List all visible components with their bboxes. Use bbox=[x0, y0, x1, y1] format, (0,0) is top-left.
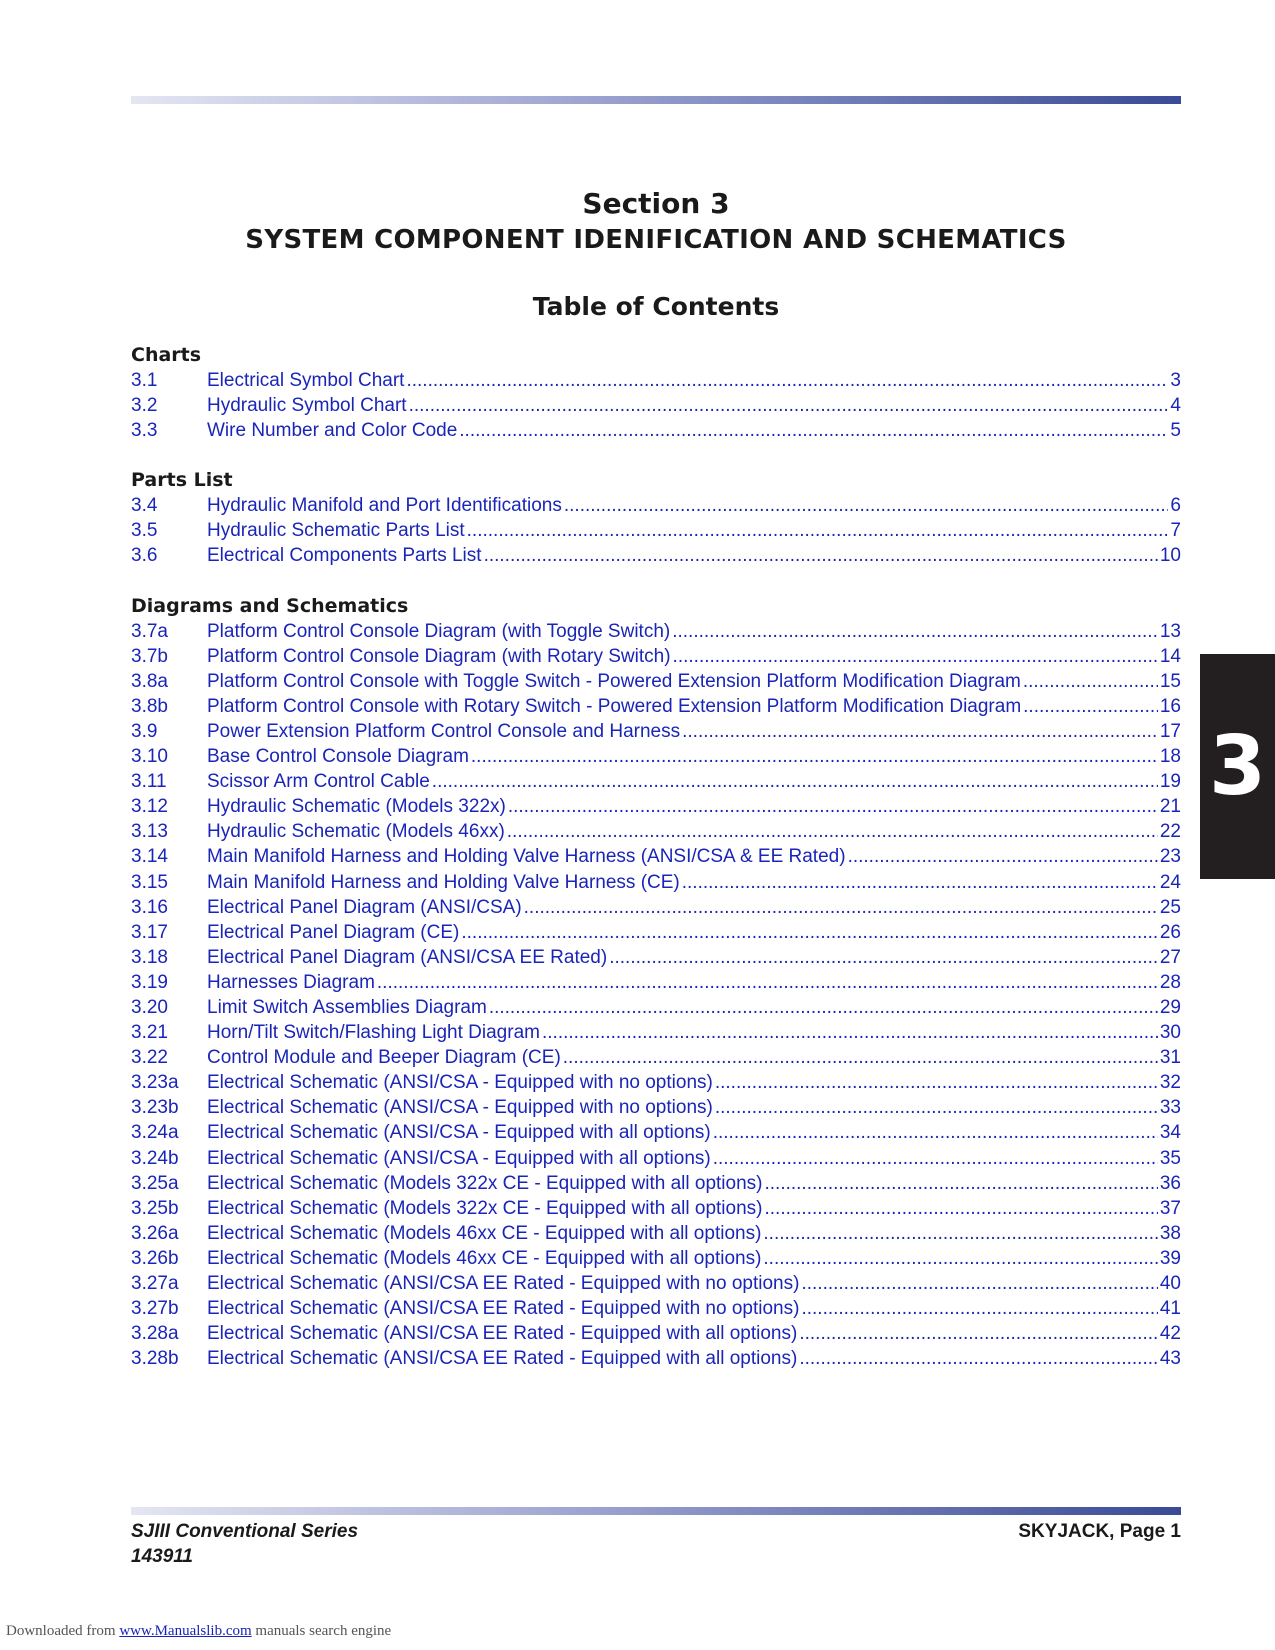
toc-entry-number: 3.2 bbox=[131, 395, 158, 417]
toc-entry[interactable] bbox=[131, 920, 1181, 945]
toc-entry-page: 29 bbox=[1159, 996, 1181, 1018]
toc-entry[interactable] bbox=[131, 1296, 1181, 1321]
toc-entry[interactable] bbox=[131, 744, 1181, 769]
toc-title: Table of Contents bbox=[532, 292, 780, 321]
toc-entry[interactable] bbox=[131, 1070, 1181, 1095]
toc-entry-page: 24 bbox=[1159, 871, 1181, 893]
section-heading bbox=[131, 186, 1181, 258]
toc-entry-page: 19 bbox=[1159, 771, 1181, 793]
toc-dot-leader bbox=[489, 995, 1158, 1020]
toc-entry-page: 18 bbox=[1159, 746, 1181, 768]
toc-entry-title: Electrical Schematic (ANSI/CSA - Equipped with all options) bbox=[207, 1122, 711, 1144]
toc-entry-page: 40 bbox=[1159, 1273, 1181, 1294]
toc-entry-number: 3.25b bbox=[131, 1197, 179, 1219]
toc-entry-number: 3.13 bbox=[131, 821, 168, 843]
toc-dot-leader bbox=[764, 1196, 1157, 1221]
toc-entry-page: 14 bbox=[1159, 645, 1181, 667]
toc-entry-page: 31 bbox=[1159, 1047, 1181, 1069]
toc-entry-number: 3.21 bbox=[131, 1022, 168, 1044]
toc-dot-leader bbox=[715, 1070, 1158, 1095]
toc-dot-leader bbox=[799, 1346, 1158, 1371]
toc-dot-leader bbox=[763, 1221, 1157, 1246]
toc-entry[interactable] bbox=[131, 1146, 1181, 1171]
toc-entry-number: 3.28a bbox=[131, 1323, 179, 1345]
toc-entry[interactable] bbox=[131, 1321, 1181, 1346]
toc-entry-title: Electrical Schematic (ANSI/CSA EE Rated - Equipped with no options) bbox=[207, 1298, 800, 1320]
toc-dot-leader bbox=[763, 1246, 1157, 1271]
toc-entry-title: Electrical Schematic (ANSI/CSA EE Rated - Equipped with no options) bbox=[207, 1273, 800, 1294]
toc-entry[interactable] bbox=[131, 493, 1181, 518]
toc-entry-page: 39 bbox=[1159, 1247, 1181, 1269]
toc-dot-leader bbox=[542, 1020, 1158, 1045]
toc-entry-number: 3.11 bbox=[131, 771, 167, 793]
toc-entry-title: Electrical Schematic (ANSI/CSA EE Rated - Equipped with all options) bbox=[207, 1348, 798, 1370]
toc-entry-title: Electrical Schematic (Models 46xx CE - Equipped with all options) bbox=[207, 1247, 762, 1269]
toc-dot-leader bbox=[715, 1095, 1158, 1120]
footer-series: SJIII Conventional Series bbox=[131, 1521, 359, 1542]
toc-entry-title: Hydraulic Schematic Parts List bbox=[207, 520, 465, 542]
toc-entry-title: Wire Number and Color Code bbox=[207, 420, 458, 442]
toc-group bbox=[131, 468, 1181, 568]
toc-entry-number: 3.17 bbox=[131, 921, 168, 943]
toc-entry[interactable] bbox=[131, 1246, 1181, 1271]
table-of-contents bbox=[131, 343, 1181, 1396]
toc-entry-number: 3.6 bbox=[131, 545, 158, 567]
toc-entry[interactable] bbox=[131, 518, 1181, 543]
toc-entry-page: 43 bbox=[1159, 1348, 1181, 1370]
toc-entry-page: 10 bbox=[1159, 545, 1181, 567]
toc-entry-number: 3.9 bbox=[131, 720, 158, 742]
toc-entry[interactable] bbox=[131, 1346, 1181, 1371]
toc-entry-number: 3.27b bbox=[131, 1298, 179, 1320]
manualslib-link[interactable]: www.Manualslib.com bbox=[119, 1623, 252, 1639]
toc-entry[interactable] bbox=[131, 970, 1181, 995]
toc-dot-leader bbox=[682, 719, 1158, 744]
footer-page-label: SKYJACK, Page 1 bbox=[1018, 1521, 1181, 1542]
toc-dot-leader bbox=[609, 945, 1158, 970]
toc-entry-number: 3.18 bbox=[131, 946, 168, 968]
toc-entry-title: Electrical Schematic (Models 322x CE - Equipped with all options) bbox=[207, 1172, 763, 1194]
toc-entry-page: 28 bbox=[1159, 971, 1181, 993]
toc-entry-page: 41 bbox=[1159, 1298, 1181, 1320]
toc-entry-number: 3.14 bbox=[131, 846, 168, 868]
toc-entry-page: 5 bbox=[1170, 420, 1181, 442]
toc-entry[interactable] bbox=[131, 1045, 1181, 1070]
toc-dot-leader bbox=[432, 769, 1158, 794]
toc-entry-page: 32 bbox=[1159, 1072, 1181, 1094]
toc-entry-number: 3.16 bbox=[131, 896, 168, 918]
toc-entry-number: 3.19 bbox=[131, 971, 168, 993]
toc-dot-leader bbox=[764, 1171, 1157, 1196]
toc-dot-leader bbox=[799, 1321, 1158, 1346]
toc-entry-number: 3.8b bbox=[131, 695, 168, 717]
toc-dot-leader bbox=[801, 1296, 1157, 1321]
toc-dot-leader bbox=[409, 393, 1169, 418]
toc-entry-title: Electrical Schematic (Models 46xx CE - Equipped with all options) bbox=[207, 1222, 762, 1244]
toc-entry-number: 3.23a bbox=[131, 1072, 179, 1094]
toc-dot-leader bbox=[673, 644, 1158, 669]
toc-entry-page: 27 bbox=[1159, 946, 1181, 968]
toc-entry[interactable] bbox=[131, 368, 1181, 393]
toc-dot-leader bbox=[459, 418, 1168, 443]
toc-entry-number: 3.7b bbox=[131, 645, 168, 667]
toc-entry-title: Harnesses Diagram bbox=[207, 971, 375, 993]
toc-group bbox=[131, 343, 1181, 443]
toc-entry-number: 3.15 bbox=[131, 871, 168, 893]
bottom-divider-rule bbox=[131, 1507, 1181, 1515]
toc-entry-page: 7 bbox=[1170, 520, 1181, 542]
toc-entry[interactable] bbox=[131, 543, 1181, 568]
toc-entry-title: Electrical Components Parts List bbox=[207, 545, 482, 567]
top-divider-rule bbox=[131, 96, 1181, 104]
download-note bbox=[6, 1623, 391, 1640]
toc-entry[interactable] bbox=[131, 644, 1181, 669]
toc-entry-page: 13 bbox=[1159, 620, 1181, 642]
section-title: SYSTEM COMPONENT IDENIFICATION AND SCHEMATICS bbox=[245, 225, 1067, 255]
toc-entry-number: 3.23b bbox=[131, 1097, 179, 1119]
toc-dot-leader bbox=[563, 1045, 1158, 1070]
toc-dot-leader bbox=[471, 744, 1158, 769]
toc-entry-title: Electrical Schematic (ANSI/CSA - Equipped with no options) bbox=[207, 1097, 713, 1119]
toc-entry[interactable] bbox=[131, 719, 1181, 744]
toc-entry-title: Electrical Schematic (ANSI/CSA - Equipped with all options) bbox=[207, 1147, 711, 1169]
toc-entry-page: 37 bbox=[1159, 1197, 1181, 1219]
toc-entry-title: Platform Control Console with Rotary Switch - Powered Extension Platform Modification Diagram bbox=[207, 695, 1022, 717]
toc-entry-number: 3.28b bbox=[131, 1348, 179, 1370]
toc-entry-title: Platform Control Console Diagram (with Rotary Switch) bbox=[207, 645, 671, 667]
toc-entry-number: 3.26a bbox=[131, 1222, 179, 1244]
toc-group-title: Parts List bbox=[131, 469, 233, 492]
toc-entry-title: Base Control Console Diagram bbox=[207, 746, 469, 768]
toc-entry-title: Hydraulic Manifold and Port Identifications bbox=[207, 495, 562, 517]
toc-entry-number: 3.27a bbox=[131, 1273, 179, 1294]
toc-entry[interactable] bbox=[131, 870, 1181, 895]
toc-entry-number: 3.5 bbox=[131, 520, 158, 542]
toc-entry-page: 33 bbox=[1159, 1097, 1181, 1119]
toc-entry-title: Control Module and Beeper Diagram (CE) bbox=[207, 1047, 561, 1069]
section-tab: 3 bbox=[1200, 654, 1275, 879]
toc-entry-number: 3.7a bbox=[131, 620, 168, 642]
download-note-suffix: manuals search engine bbox=[255, 1623, 392, 1639]
toc-dot-leader bbox=[507, 819, 1158, 844]
toc-entry-title: Electrical Panel Diagram (CE) bbox=[207, 921, 460, 943]
toc-entry[interactable] bbox=[131, 694, 1181, 719]
toc-dot-leader bbox=[564, 493, 1169, 518]
toc-entry-page: 30 bbox=[1159, 1022, 1181, 1044]
toc-entry[interactable] bbox=[131, 844, 1181, 869]
toc-entry-title: Hydraulic Symbol Chart bbox=[207, 395, 407, 417]
toc-entry-title: Main Manifold Harness and Holding Valve Harness (ANSI/CSA & EE Rated) bbox=[207, 846, 846, 868]
footer-left bbox=[131, 1519, 358, 1569]
toc-entry-title: Electrical Schematic (ANSI/CSA - Equipped with no options) bbox=[207, 1072, 713, 1094]
toc-entry-title: Electrical Panel Diagram (ANSI/CSA EE Rated) bbox=[207, 946, 608, 968]
toc-dot-leader bbox=[1023, 669, 1158, 694]
toc-entry[interactable] bbox=[131, 794, 1181, 819]
toc-entry-number: 3.22 bbox=[131, 1047, 168, 1069]
toc-entry[interactable] bbox=[131, 1020, 1181, 1045]
toc-entry-page: 15 bbox=[1159, 670, 1181, 692]
toc-entry-number: 3.1 bbox=[131, 370, 158, 391]
toc-entry-page: 38 bbox=[1159, 1222, 1181, 1244]
toc-entry-page: 42 bbox=[1159, 1323, 1181, 1345]
toc-entry-title: Electrical Schematic (Models 322x CE - Equipped with all options) bbox=[207, 1197, 763, 1219]
toc-entry-title: Scissor Arm Control Cable bbox=[207, 771, 430, 793]
toc-entry[interactable] bbox=[131, 1095, 1181, 1120]
toc-entry[interactable] bbox=[131, 1221, 1181, 1246]
toc-entry-number: 3.26b bbox=[131, 1247, 179, 1269]
toc-entry-number: 3.4 bbox=[131, 495, 158, 517]
toc-dot-leader bbox=[848, 844, 1158, 869]
toc-entry[interactable] bbox=[131, 1120, 1181, 1145]
toc-entry-page: 3 bbox=[1170, 370, 1181, 391]
toc-entry-page: 23 bbox=[1159, 846, 1181, 868]
section-number: Section 3 bbox=[582, 187, 730, 220]
toc-entry-title: Limit Switch Assemblies Diagram bbox=[207, 996, 487, 1018]
toc-entry-page: 25 bbox=[1159, 896, 1181, 918]
toc-dot-leader bbox=[672, 619, 1158, 644]
toc-dot-leader bbox=[484, 543, 1158, 568]
toc-entry-number: 3.3 bbox=[131, 420, 158, 442]
toc-entry-title: Hydraulic Schematic (Models 46xx) bbox=[207, 821, 505, 843]
toc-dot-leader bbox=[524, 895, 1158, 920]
toc-entry-title: Power Extension Platform Control Console and Harness bbox=[207, 720, 681, 742]
toc-entry-title: Platform Control Console Diagram (with Toggle Switch) bbox=[207, 620, 671, 642]
download-note-prefix: Downloaded from bbox=[6, 1623, 116, 1639]
toc-entry-number: 3.8a bbox=[131, 670, 168, 692]
toc-entry-number: 3.24a bbox=[131, 1122, 179, 1144]
toc-group bbox=[131, 594, 1181, 1372]
toc-entry-title: Electrical Schematic (ANSI/CSA EE Rated - Equipped with all options) bbox=[207, 1323, 798, 1345]
toc-entry-page: 16 bbox=[1159, 695, 1181, 717]
toc-entry-page: 36 bbox=[1159, 1172, 1181, 1194]
toc-entry-page: 6 bbox=[1170, 495, 1181, 517]
toc-entry[interactable] bbox=[131, 819, 1181, 844]
toc-dot-leader bbox=[467, 518, 1169, 543]
toc-dot-leader bbox=[801, 1271, 1157, 1296]
toc-dot-leader bbox=[377, 970, 1158, 995]
toc-entry-number: 3.10 bbox=[131, 746, 168, 768]
toc-entry[interactable] bbox=[131, 945, 1181, 970]
toc-entry-page: 4 bbox=[1170, 395, 1181, 417]
toc-entry-number: 3.25a bbox=[131, 1172, 179, 1194]
toc-entry-number: 3.20 bbox=[131, 996, 168, 1018]
toc-entry-page: 22 bbox=[1159, 821, 1181, 843]
toc-entry-number: 3.24b bbox=[131, 1147, 179, 1169]
toc-dot-leader bbox=[713, 1146, 1158, 1171]
toc-entry-title: Horn/Tilt Switch/Flashing Light Diagram bbox=[207, 1022, 540, 1044]
footer-doc-number: 143911 bbox=[131, 1546, 193, 1567]
toc-entry[interactable] bbox=[131, 1196, 1181, 1221]
toc-entry[interactable] bbox=[131, 995, 1181, 1020]
toc-group-title: Charts bbox=[131, 344, 202, 366]
toc-dot-leader bbox=[713, 1120, 1158, 1145]
toc-entry[interactable] bbox=[131, 393, 1181, 418]
toc-entry-title: Electrical Panel Diagram (ANSI/CSA) bbox=[207, 896, 522, 918]
toc-dot-leader bbox=[682, 870, 1158, 895]
toc-dot-leader bbox=[406, 368, 1168, 393]
toc-entry-page: 26 bbox=[1159, 921, 1181, 943]
toc-entry[interactable] bbox=[131, 1271, 1181, 1296]
toc-entry-title: Electrical Symbol Chart bbox=[207, 370, 405, 391]
toc-entry[interactable] bbox=[131, 895, 1181, 920]
toc-dot-leader bbox=[508, 794, 1158, 819]
toc-entry-number: 3.12 bbox=[131, 796, 168, 818]
toc-entry-title: Hydraulic Schematic (Models 322x) bbox=[207, 796, 506, 818]
toc-entry-page: 34 bbox=[1159, 1122, 1181, 1144]
toc-entry-page: 21 bbox=[1159, 796, 1181, 818]
toc-dot-leader bbox=[461, 920, 1158, 945]
toc-entry[interactable] bbox=[131, 669, 1181, 694]
toc-entry[interactable] bbox=[131, 769, 1181, 794]
toc-entry[interactable] bbox=[131, 619, 1181, 644]
toc-entry-title: Main Manifold Harness and Holding Valve Harness (CE) bbox=[207, 871, 680, 893]
toc-entry-page: 35 bbox=[1159, 1147, 1181, 1169]
toc-entry[interactable] bbox=[131, 418, 1181, 443]
toc-dot-leader bbox=[1023, 694, 1158, 719]
toc-entry-title: Platform Control Console with Toggle Switch - Powered Extension Platform Modification Diagram bbox=[207, 670, 1021, 692]
toc-entry[interactable] bbox=[131, 1171, 1181, 1196]
toc-group-title: Diagrams and Schematics bbox=[131, 594, 409, 617]
toc-entry-page: 17 bbox=[1159, 720, 1181, 742]
